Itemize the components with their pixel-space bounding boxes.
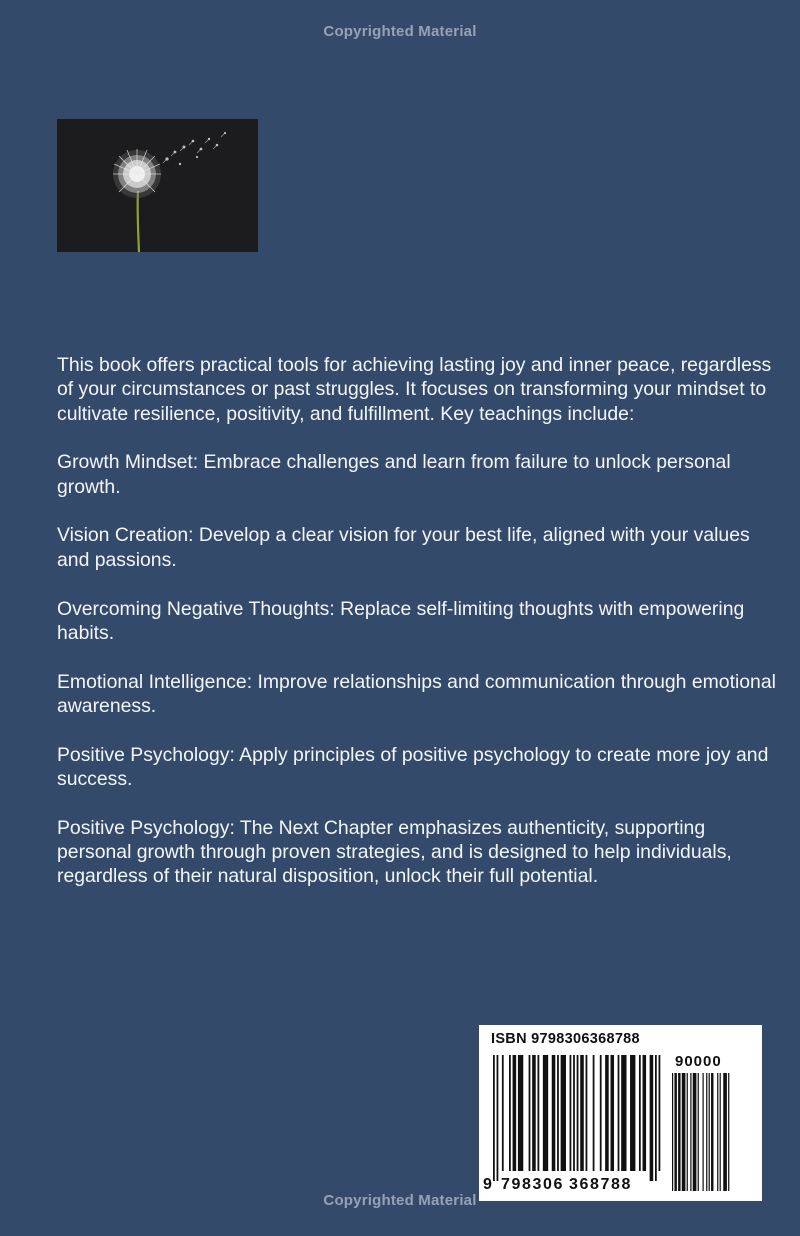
isbn-label: ISBN 9798306368788: [491, 1031, 640, 1047]
watermark-bottom: Copyrighted Material: [323, 1192, 477, 1209]
barcode-bar: [674, 1073, 676, 1191]
barcode-bar: [586, 1055, 588, 1171]
barcode-bar: [543, 1055, 548, 1171]
barcode-bar: [532, 1055, 536, 1171]
barcode-bar: [698, 1073, 699, 1191]
ean-barcode: [493, 1055, 665, 1181]
barcode-bar: [577, 1055, 579, 1171]
barcode-bar: [703, 1073, 704, 1191]
barcode-bar: [659, 1055, 661, 1171]
barcode-bar: [650, 1055, 654, 1181]
barcode-bar: [618, 1055, 620, 1171]
barcode-bar: [600, 1055, 602, 1171]
isbn-barcode-block: [479, 1025, 762, 1201]
addon-barcode: [672, 1073, 736, 1191]
barcode-bar: [513, 1055, 517, 1171]
price-code: 90000: [675, 1053, 722, 1070]
back-cover-blurb: [57, 353, 777, 913]
barcode-bar: [655, 1055, 657, 1181]
barcode-bar: [557, 1055, 559, 1171]
barcode-bar: [593, 1055, 595, 1171]
barcode-bar: [728, 1073, 729, 1191]
barcode-bar: [687, 1073, 688, 1191]
barcode-bar: [643, 1055, 647, 1171]
barcode-bar: [552, 1055, 556, 1171]
blurb-vision-creation: Vision Creation: Develop a clear vision for your best life, aligned with your values and passions.: [57, 524, 750, 571]
ean-left-digits: 798306: [501, 1176, 564, 1193]
barcode-bar: [570, 1055, 572, 1171]
blurb-negative-thoughts: Overcoming Negative Thoughts: Replace self-limiting thoughts with empowering habits.: [57, 597, 745, 644]
barcode-bar: [682, 1073, 686, 1191]
barcode-bar: [509, 1055, 511, 1171]
dandelion-photo: [57, 119, 258, 252]
blurb-growth-mindset: Growth Mindset: Embrace challenges and learn from failure to unlock personal growth.: [57, 451, 731, 498]
barcode-bar: [518, 1055, 523, 1171]
barcode-bar: [678, 1073, 680, 1191]
barcode-bar: [706, 1073, 707, 1191]
barcode-bar: [630, 1055, 635, 1171]
ean-right-digits: 368788: [569, 1176, 632, 1193]
blurb-positive-psychology: Positive Psychology: Apply principles of positive psychology to create more joy and success.: [57, 743, 769, 791]
barcode-bar: [690, 1073, 691, 1191]
dandelion-illustration: [57, 119, 258, 252]
blurb-emotional-intelligence: Emotional Intelligence: Improve relationships and communication through emotional awareness.: [57, 670, 776, 717]
barcode-bar: [672, 1073, 673, 1191]
barcode-bar: [497, 1055, 499, 1181]
barcode-bar: [529, 1055, 531, 1171]
barcode-bar: [610, 1055, 614, 1171]
barcode-bar: [621, 1055, 626, 1171]
barcode-bar: [709, 1073, 710, 1191]
barcode-bar: [493, 1055, 495, 1181]
barcode-bar: [580, 1055, 584, 1171]
barcode-bar: [720, 1073, 721, 1191]
blurb-closing: Positive Psychology: The Next Chapter emphasizes authenticity, supporting personal growth through proven strategies, and is designed to help individuals, regardless of their natural disposition, unlock their full potential.: [57, 816, 732, 888]
ean-first-digit: 9: [483, 1176, 492, 1193]
watermark-top: Copyrighted Material: [323, 23, 477, 40]
barcode-bar: [711, 1073, 713, 1191]
barcode-bar: [717, 1073, 718, 1191]
blurb-intro: This book offers practical tools for achieving lasting joy and inner peace, regardless of your circumstances or past struggles. It focuses on transforming your mindset to cultivate resilience, positivity, and fulfillment. Key teachings include:: [57, 354, 772, 425]
barcode-bar: [561, 1055, 566, 1171]
barcode-bar: [538, 1055, 540, 1171]
barcode-bar: [693, 1073, 697, 1191]
barcode-bar: [639, 1055, 641, 1171]
barcode-bar: [502, 1055, 504, 1171]
barcode-bar: [605, 1055, 609, 1171]
barcode-bar: [573, 1055, 575, 1171]
barcode-bar: [723, 1073, 727, 1191]
